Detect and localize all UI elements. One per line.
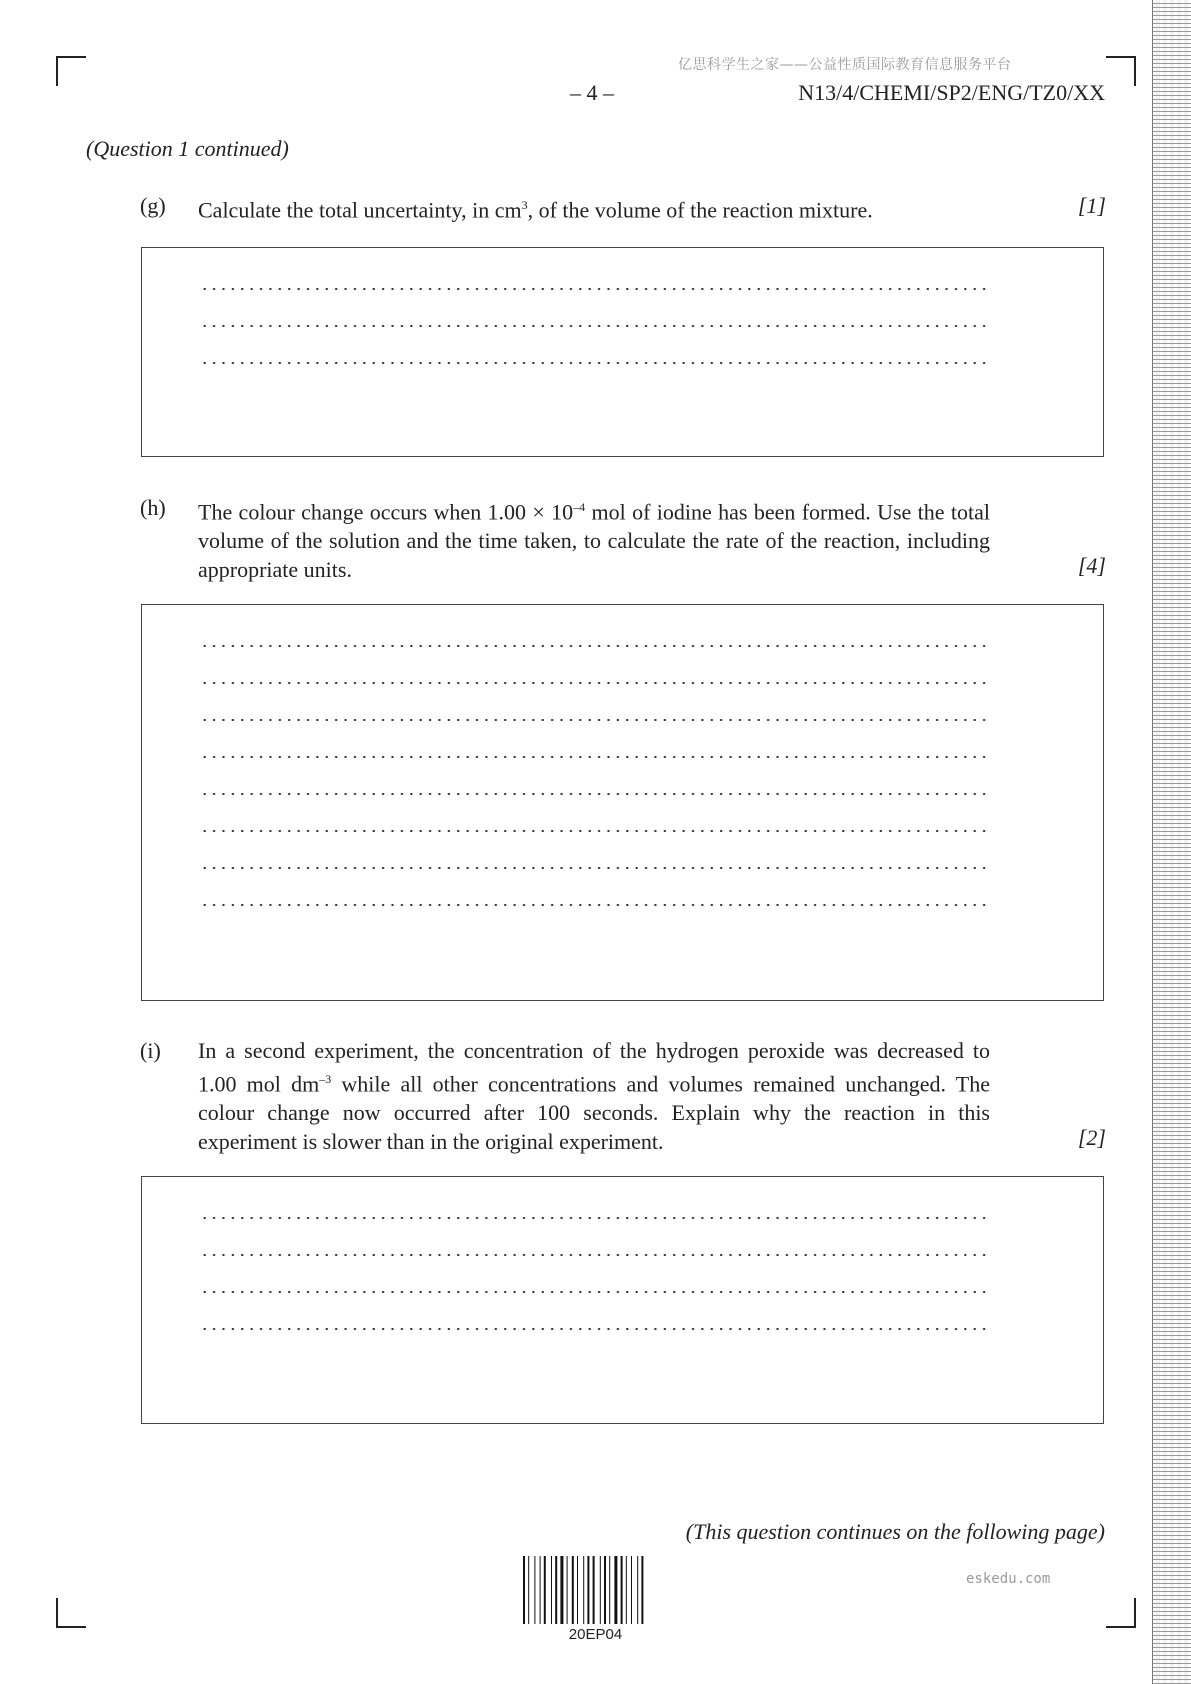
answer-box-h[interactable] — [141, 604, 1104, 1001]
answer-line[interactable] — [200, 1291, 990, 1293]
crop-mark-top-left — [56, 56, 86, 86]
answer-line[interactable] — [200, 325, 990, 327]
answer-box-i[interactable] — [141, 1176, 1104, 1424]
crop-mark-top-right — [1106, 56, 1136, 86]
answer-line[interactable] — [200, 682, 990, 684]
answer-line[interactable] — [200, 830, 990, 832]
answer-line[interactable] — [200, 1254, 990, 1256]
paper-code: N13/4/CHEMI/SP2/ENG/TZ0/XX — [798, 80, 1105, 105]
answer-line[interactable] — [200, 288, 990, 290]
answer-line[interactable] — [200, 362, 990, 364]
question-i-text: In a second experiment, the concentration of the hydrogen peroxide was decreased to 1.00 mol $dm^{-3}$ while all other concentrations and volumes remained unchanged. The colour change now occurred after 100 seconds. Explain why the reaction in this experiment is slower than in the original experiment. — [198, 1038, 990, 1155]
question-h-letter: (h) — [140, 495, 166, 520]
crop-mark-bottom-left — [56, 1598, 86, 1628]
question-continued-label: (Question 1 continued) — [86, 136, 289, 161]
question-i-marks: [2] — [1077, 1125, 1106, 1150]
barcode — [522, 1556, 669, 1624]
question-h-text: The colour change occurs when $1.00 \times 10^{-4}$ mol of iodine has been formed. Use the total volume of the solution and the time taken, to calculate the rate of the reaction, including appropriate units. — [198, 499, 990, 583]
question-i-letter: (i) — [140, 1038, 161, 1063]
crop-mark-bottom-right — [1106, 1598, 1136, 1628]
site-watermark: eskedu.com — [966, 1571, 1051, 1587]
question-g-text: Calculate the total uncertainty, in $cm^3$, of the volume of the reaction mixture. — [198, 197, 873, 223]
answer-line[interactable] — [200, 904, 990, 906]
answer-line[interactable] — [200, 1328, 990, 1330]
header-watermark: 亿思科学生之家——公益性质国际教育信息服务平台 — [678, 57, 1012, 73]
answer-line[interactable] — [200, 1217, 990, 1219]
answer-line[interactable] — [200, 719, 990, 721]
page-number: – 4 – — [570, 80, 614, 105]
question-g-marks: [1] — [1077, 193, 1106, 218]
barcode-label: 20EP04 — [568, 1626, 623, 1643]
answer-line[interactable] — [200, 645, 990, 647]
question-g-letter: (g) — [140, 193, 166, 218]
margin-strip — [1152, 0, 1191, 1684]
answer-line[interactable] — [200, 793, 990, 795]
answer-line[interactable] — [200, 867, 990, 869]
answer-box-g[interactable] — [141, 247, 1104, 457]
answer-line[interactable] — [200, 756, 990, 758]
continues-note: (This question continues on the following page) — [685, 1519, 1105, 1544]
question-h-marks: [4] — [1077, 553, 1106, 578]
